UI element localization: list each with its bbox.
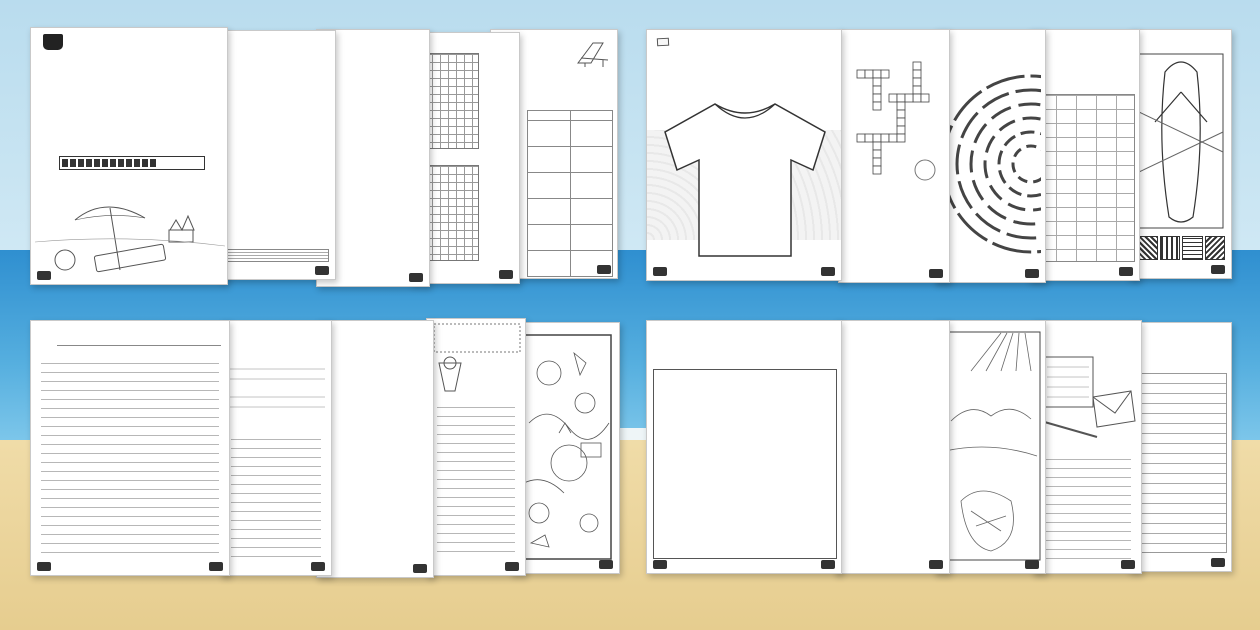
twinkl-logo (597, 265, 611, 274)
crossword-grid (847, 60, 943, 190)
page-footer (941, 268, 1039, 278)
twinkl-logo (821, 267, 835, 276)
pattern-swatch (1205, 236, 1226, 260)
table-cell (570, 173, 613, 199)
page-footer (1135, 264, 1225, 274)
page-footer (417, 269, 513, 279)
page-footer (653, 559, 835, 569)
code-table-lines (229, 361, 325, 421)
page-footer (653, 266, 835, 276)
word-lines-box (1135, 373, 1227, 553)
loading-bar-fill (62, 159, 157, 167)
twinkl-logo (505, 562, 519, 571)
letter-lines (1043, 451, 1131, 561)
twinkl-logo (315, 266, 329, 275)
page-footer (37, 561, 223, 571)
page-pop-art (1128, 29, 1232, 279)
twinkl-logo (1121, 560, 1135, 569)
word-list (223, 249, 329, 262)
page-footer (37, 270, 221, 280)
table-cell (528, 121, 571, 147)
table-cell (570, 147, 613, 173)
twinkl-logo (1025, 269, 1039, 278)
title-line (57, 345, 221, 346)
activity-table (527, 110, 613, 277)
drawing-grid-top (423, 53, 479, 149)
pattern-swatch (1137, 236, 1158, 260)
page-awards (646, 320, 842, 574)
multiplication-grid (323, 100, 425, 270)
page-footer (227, 561, 325, 571)
page-title (657, 38, 669, 47)
loading-bar (59, 156, 205, 170)
table-cell (528, 173, 571, 199)
twinkl-logo (653, 560, 667, 569)
page-how-many-words (1128, 322, 1232, 572)
page-cover (30, 27, 228, 285)
twinkl-logo (1025, 560, 1039, 569)
ice-cream-drink-illustration (435, 355, 465, 395)
page-footer (841, 559, 943, 569)
twinkl-logo (499, 270, 513, 279)
twinkl-logo (311, 562, 325, 571)
page-beach-coloring (934, 320, 1046, 574)
table-cell (528, 147, 571, 173)
mosaic-grid (1035, 94, 1135, 262)
pattern-swatches (1137, 236, 1225, 260)
drawing-grid-bottom (423, 165, 479, 261)
twinkl-badge (43, 34, 63, 50)
page-tshirt (646, 29, 842, 281)
table-cell (570, 225, 613, 251)
twinkl-logo (653, 267, 667, 276)
beach-sun-illustration (941, 331, 1041, 561)
beach-scene-illustration (35, 190, 225, 280)
awards-list (657, 375, 835, 555)
page-favorite-summer (426, 318, 526, 576)
writing-lines (437, 399, 515, 559)
table-cell (528, 199, 571, 225)
twinkl-logo (1119, 267, 1133, 276)
twinkl-logo (37, 562, 51, 571)
twinkl-logo (1211, 265, 1225, 274)
page-footer (1035, 266, 1133, 276)
page-decode (220, 320, 332, 576)
table-header (570, 111, 613, 121)
page-math-code-answers (316, 320, 434, 578)
page-footer (1135, 557, 1225, 567)
table-header (528, 111, 571, 121)
flip-flop-illustration (1135, 52, 1227, 232)
beach-chair-illustration (573, 38, 613, 68)
page-footer (433, 561, 519, 571)
dotted-frame (433, 323, 521, 353)
page-maze (934, 29, 1046, 283)
answer-lines (231, 431, 321, 561)
circular-maze (941, 64, 1041, 264)
page-story-writing (30, 320, 230, 576)
pattern-swatch (1160, 236, 1181, 260)
page-coloring (510, 322, 620, 574)
page-find-someone (834, 320, 950, 574)
twinkl-logo (409, 273, 423, 282)
page-footer (517, 559, 613, 569)
page-footer (1039, 559, 1135, 569)
word-item (276, 259, 328, 261)
page-footer (941, 559, 1039, 569)
page-footer (225, 265, 329, 275)
twinkl-logo (1211, 558, 1225, 567)
twinkl-logo (209, 562, 223, 571)
envelope-illustration (1037, 351, 1137, 441)
page-word-search (218, 30, 336, 280)
pattern-swatch (1182, 236, 1203, 260)
writing-lines (41, 355, 219, 553)
word-item (224, 259, 276, 261)
twinkl-logo (929, 560, 943, 569)
tshirt-outline (655, 96, 835, 266)
twinkl-logo (413, 564, 427, 573)
twinkl-logo (599, 560, 613, 569)
find-someone-grid (849, 367, 945, 557)
page-next-year-letter (1032, 320, 1142, 574)
page-footer (323, 563, 427, 573)
table-cell (570, 121, 613, 147)
twinkl-logo (929, 269, 943, 278)
twinkl-logo (821, 560, 835, 569)
page-footer (323, 272, 423, 282)
table-cell (528, 225, 571, 251)
summer-doodle-coloring (519, 333, 613, 561)
page-footer (845, 268, 943, 278)
twinkl-logo (37, 271, 51, 280)
page-crossword (838, 29, 950, 283)
table-cell (570, 199, 613, 225)
